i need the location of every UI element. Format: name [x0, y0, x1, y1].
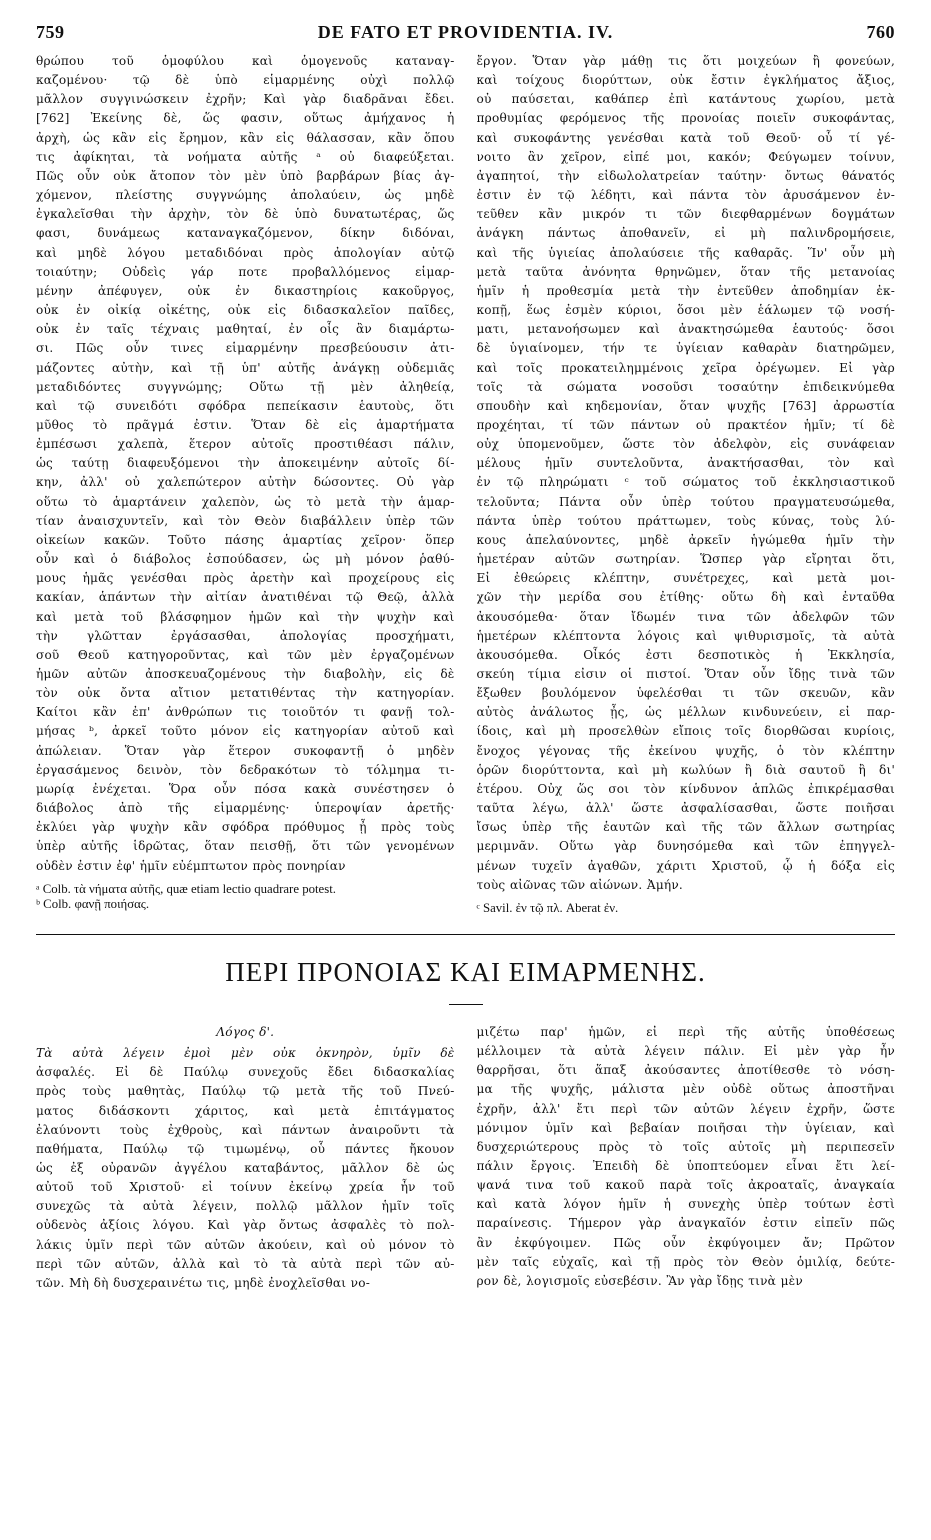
- text-line: ὡς ἐξ οὐρανῶν ἀγγέλου καταβάντος, μᾶλλον δὲ ὡς: [36, 1160, 455, 1175]
- text-line: πάντα ὑπὲρ τούτου πράττωμεν, τοὺς κύνας, τοὺς λύ-: [476, 513, 895, 528]
- text-line: ἀπώλειαν. Ὅταν γὰρ ἕτερον συκοφαντῇ ὁ μηδὲν: [36, 743, 455, 758]
- text-line: ἐλαύνοντι τοὺς ἐχθροὺς, καὶ πάντων ἀναιροῦντι τὰ: [36, 1122, 455, 1137]
- text-line: οὐχ ὑπομενοῦμεν, ὥστε τὸν ἀδελφὸν, εἰς συνάφειαν: [476, 437, 895, 452]
- title-rule: [449, 1004, 483, 1005]
- text-line: ἀκουσόμεθα· ὅταν ἴδωμέν τινα τῶν ἀδελφῶν τῶν: [476, 609, 895, 624]
- text-line: τοιαύτην; Οὐδεὶς γάρ ποτε προβαλλόμενος εἱμαρ-: [36, 264, 455, 279]
- text-line: μάζοντες αὐτὴν, καὶ τῇ ὑπ' αὐτῆς ἀνάγκῃ οὐδεμιᾶς: [36, 360, 455, 375]
- text-line: μῦθος τὸ πρᾶγμά ἐστιν. Ὅταν δὲ εἰς ἁμαρτήματα: [36, 417, 455, 432]
- text-line: ψανά τινα τοῦ κακοῦ παρὰ τοῖς ἀκροαταῖς, ἀναγκαία: [476, 1178, 895, 1193]
- text-line: καὶ τῷ συνειδότι σφόδρα πεπείκασιν ἑαυτοὺς, ὅτι: [36, 398, 455, 413]
- text-line: χόμενον, πλείστης συγγνώμης ἀπολαύειν, ὡς μηδὲ: [36, 188, 455, 203]
- right-column: [477, 52, 896, 916]
- text-line: σι. Πῶς οὖν τινες εἱμαρμένην πρεσβεύουσιν ἀτι-: [36, 341, 455, 356]
- text-line: καὶ μετὰ τοῦ βλάσφημον ἡμῶν καὶ τὴν ψυχὴν καὶ: [36, 609, 455, 624]
- text-line: κακίαν, ἁπάντων τὴν αἰτίαν ἀνατιθέναι τῷ Θεῷ, ἀλλὰ: [36, 590, 455, 605]
- running-header: [36, 22, 895, 48]
- text-line: ρον δὲ, λογισμοῖς εὐσεβέσιν. Ἂν γὰρ ἴδῃς τινὰ μὲν: [476, 1273, 803, 1288]
- text-line: μιζέτω παρ' ἡμῶν, εἰ περὶ τῆς αὐτῆς ὑποθέσεως: [476, 1024, 895, 1039]
- text-line: συνεχῶς τὰ αὐτὰ λέγειν, πολλῷ μᾶλλον ἡμῖν τοῖς: [36, 1199, 455, 1214]
- text-line: τίαν ἀναισχυντεῖν, καὶ τὸν Θεὸν διαβάλλειν ὑπὲρ τῶν: [36, 513, 455, 528]
- text-line: Εἰ ἐθεώρεις κλέπτην, συνέτρεχες, καὶ μετὰ μοι-: [476, 571, 895, 586]
- text-line: αὐτοῦ τοῦ Χριστοῦ· εἰ τοίνυν ἐκείνῳ χρεία ἦν τοῦ: [36, 1180, 455, 1195]
- text-line: οὖν καὶ ὁ διάβολος ἐσπούδασεν, ὡς μὴ μόνον ῥαθύ-: [36, 552, 455, 567]
- text-line: τὴν γλῶτταν ἐργάσασθαι, ἀπολογίας προσχήματι,: [36, 628, 455, 643]
- text-line: Τὰ αὐτὰ λέγειν ἐμοὶ μὲν οὐκ ὀκνηρὸν, ὑμῖν δὲ: [36, 1046, 455, 1061]
- text-line: ἐργασάμενος δεινὸν, τὸν δεδρακότων τὸ τόλμημα τι-: [36, 762, 455, 777]
- text-line: μένων τυχεῖν ἀγαθῶν, χάριτι Χριστοῦ, ᾧ ἡ δόξα εἰς: [476, 858, 895, 873]
- text-line: μετὰ ταῦτα ἀνόνητα θρηνῶμεν, ὅταν τῆς μετανοίας: [476, 264, 895, 279]
- text-line: οὐκ ἐν οἰκίᾳ οἰκέτης, οὐκ εἰς διδασκαλεῖον παῖδες,: [36, 303, 455, 318]
- text-line: μωρίᾳ ἐνέχεται. Ὅρα οὖν πόσα κακὰ συνέστησεν ὁ: [36, 781, 455, 796]
- text-line: ἀρχὴ, ὡς κἂν εἰς ἔρημον, κἂν εἰς θάλασσαν, κἂν ὅπου: [36, 130, 455, 145]
- text-line: προθυμίας φερόμενος τῆς προνοίας ποιεῖν συκοφάντας,: [476, 111, 895, 126]
- text-line: Καίτοι κἂν ἐπ' ἀνθρώπων τις τοιοῦτόν τι φανῇ τολ-: [36, 705, 455, 720]
- text-line: ὡς ταύτῃ διαφευξόμενοι τὴν ἀποκειμένην αὐτοῖς δί-: [36, 456, 455, 471]
- right-column-text: [477, 52, 896, 895]
- text-line: ἐγκαλεῖσθαι τὴν ἀρχὴν, τὸν δὲ ὑπὸ δυνατωτέρας, ὥς: [36, 207, 455, 222]
- homily-heading: Λόγος δ'.: [216, 1024, 275, 1039]
- text-line: τελοῦντα; Πάντα οὖν ὑπὲρ τούτου πραγματευσώμεθα,: [476, 494, 895, 509]
- text-line: ἡμετέρων κλέπτοντα λόγοις καὶ ψιθυρισμοῖς, τὰ αὐτὰ: [476, 628, 895, 643]
- text-line: δυσχεριώτερους πρὸς τὸ τοῖς αὐτοῖς μὴ περιπεσεῖν: [476, 1139, 895, 1154]
- text-line: ταῦτα λέγω, ἀλλ' ὥστε ἀσφαλίσασθαι, ὥστε ποιῆσαι: [476, 801, 895, 816]
- text-line: καὶ μηδὲ λόγου μεταδιδόναι πρὸς ἀπολογίαν αὐτῷ: [36, 245, 455, 260]
- text-line: ἐστιν ἐν τῷ λέδητι, καὶ πάντα τὸν ἀρυσάμενον ἐν-: [476, 188, 895, 203]
- text-line: ἀκουσόμεθα. Οἶκός ἐστι δεσποτικὸς ἡ Ἐκκλησία,: [476, 647, 895, 662]
- text-line: τοῖς τὰ σώματα νοσοῦσι τοσαύτην ἐπιδεικνύμεθα: [476, 379, 895, 394]
- text-line: νοιτο ἂν χεῖρον, εἰπέ μοι, κακόν; Φεύγωμεν τοίνυν,: [476, 149, 895, 164]
- text-line: μένην ἀπέφυγεν, οὐκ ἐν δικαστηρίοις κακοῦργος,: [36, 283, 455, 298]
- text-line: μους ἡμᾶς γενέσθαι πρὸς ἀρετὴν καὶ προχείρους εἰς: [36, 571, 455, 586]
- text-line: ἐν τῷ πληρώματι ᶜ τοῦ σώματος τοῦ ἐκκλησιαστικοῦ: [476, 475, 895, 490]
- text-line: προχέηται, τί τῶν πάντων οὐ πρακτέον ἡμῖν; τί δὲ: [476, 417, 895, 432]
- text-line: ἑτέρου. Οὐχ ὥς σοι τὸν κίνδυνον ἁπλῶς ἐπικρέμασθαι: [476, 781, 895, 796]
- text-line: πάλιν ἔργοις. Ἐπειδὴ δὲ ὑποπτεύομεν εἶναι ἔτι λεί-: [476, 1158, 895, 1173]
- text-line: τοὺς αἰῶνας τῶν αἰώνων. Ἀμήν.: [476, 877, 683, 892]
- right-page-number: 760: [866, 22, 895, 42]
- text-line: ἔξωθεν βουλόμενον ὑφελέσθαι τι τῶν σκευῶν, κἂν: [476, 686, 895, 701]
- text-line: σπουδὴν καὶ κηδεμονίαν, ὅταν ψυχῆς [763] ἀρρωστία: [476, 398, 895, 413]
- section-title: ΠΕΡΙ ΠΡΟΝΟΙΑΣ ΚΑΙ ΕΙΜΑΡΜΕΝΗΣ.: [225, 956, 706, 987]
- text-line: καὶ κατὰ λόγον ἡμῖν ἡ συνεχὴς ὑπὲρ τούτων ἐστὶ: [476, 1197, 895, 1212]
- text-line: οὐ παύσεται, καθάπερ ἐπὶ κατάντους χωρίου, μετὰ: [476, 92, 895, 107]
- text-line: διάβολος ἀπὸ τῆς εἱμαρμένης· ὑπεροψίαν ἀρετῆς·: [36, 801, 455, 816]
- text-line: σοῦ Θεοῦ κατηγοροῦντας, καὶ τῶν μὲν ἐργαζομένων: [36, 647, 455, 662]
- text-line: μήσας ᵇ, ἀρκεῖ τοῦτο μόνον εἰς κατηγορίαν αὐτοῦ καὶ: [36, 724, 455, 739]
- text-line: μόνιμον ὑμῖν καὶ βεβαίαν ποιῆσαι τὴν ὑγίειαν, καὶ: [476, 1120, 895, 1135]
- text-line: ἡμῖν ἡ προθεσμία μετὰ τὴν ἐντεῦθεν ἀποδημίαν ἐκ-: [476, 283, 895, 298]
- text-line: φασι, δυνάμεως καταναγκαζόμενον, δίκην διδόναι,: [36, 226, 455, 241]
- text-line: κην, ἀλλ' οὐ χαλεπώτερον αὐτὴν δώσοντες. Οὐ γὰρ: [36, 475, 455, 490]
- left-footnotes: [36, 882, 455, 912]
- text-line: καζομένου· τῷ δὲ ὑπὸ εἱμαρμένης οὐχὶ πολλῷ: [36, 73, 455, 88]
- text-line: οὕτω τὸ ἁμαρτάνειν χαλεπὸν, ὡς τὸ μετὰ τὴν ἁμαρ-: [36, 494, 455, 509]
- footnote: ᵇ Colb. φανῇ ποιήσας.: [36, 896, 150, 911]
- text-line: μᾶλλον συγγινώσκειν ἐχρῆν; Καὶ γὰρ διαδρᾶναι ἔδει.: [36, 92, 455, 107]
- text-line: ματος διδάσκοντι χάριτος, καὶ μετὰ ἐπιτάγματος: [36, 1103, 455, 1118]
- text-line: τὸν οὐκ ὄντα αἴτιον μετατιθέντας τὴν κατηγορίαν.: [36, 686, 455, 701]
- text-line: ὑπὲρ αὐτῆς ἱδρῶτας, ὅταν πεισθῇ, ὅτι τῶν γενομένων: [36, 839, 455, 854]
- bottom-left-column: [36, 1023, 455, 1293]
- bottom-right-column: [477, 1023, 896, 1293]
- text-line: ἡμετέραν αὐτῶν σωτηρίαν. Ὥσπερ γὰρ εἴρηται ὅτι,: [476, 552, 895, 567]
- text-line: μέλους ἡμῖν συντελοῦντα, ἀνακτήσασθαι, τὸν καὶ: [476, 456, 895, 471]
- text-line: θρώπου τοῦ ὁμοφύλου καὶ ὁμογενοῦς καταναγ-: [36, 54, 455, 68]
- text-line: ἂν ἐκφύγοιμεν. Πῶς οὖν ἐκφύγοιμεν ἄν; Πρῶτον: [476, 1235, 895, 1250]
- text-line: καὶ συκοφάντης γενέσθαι κατὰ τοῦ Θεοῦ· οὗ τί γέ-: [476, 130, 895, 145]
- text-line: τεῦθεν κἂν μικρόν τι τῶν διεφθαρμένων δογμάτων: [476, 207, 895, 222]
- left-column-text: [36, 52, 455, 876]
- text-line: ἀνάγκη πάντως ἀποθανεῖν, εἰ μὴ παλινδρομήσειε,: [476, 226, 895, 241]
- text-line: οὐδὲν ἐστιν ἐφ' ἡμῖν εὐέμπτωτον πρὸς πονηρίαν: [36, 858, 346, 873]
- text-line: μεταδιδόντες συγγνώμης; Οὕτω τῇ μὲν ἀληθείᾳ,: [36, 379, 455, 394]
- text-line: μέλλοιμεν τὰ αὐτὰ λέγειν πάλιν. Εἰ μὲν γὰρ ἦν: [476, 1044, 895, 1059]
- text-line: οὐδενὸς ἀξίοις λόγου. Καὶ γὰρ ὄντως ἀσφαλὲς τὸ πολ-: [36, 1218, 455, 1233]
- text-line: παθήματα, Παύλῳ τῷ τιμωμένῳ, οὗ πάντες ἤκουον: [36, 1141, 455, 1156]
- text-line: ἴσως ὑπὲρ τῆς ἑαυτῶν καὶ τῆς τῶν ἄλλων σωτηρίας: [476, 820, 895, 835]
- text-line: καὶ τῆς ὑγιείας ἀπολαύσειε τῆς καθαρᾶς. Ἵν' οὖν μὴ: [476, 245, 895, 260]
- footnote: ᵃ Colb. τὰ νήματα αὐτῆς, quæ etiam lectio quadrare potest.: [36, 881, 336, 896]
- text-line: ἔργον. Ὅταν γὰρ μάθῃ τις ὅτι μοιχεύων ἢ φονεύων,: [476, 54, 895, 68]
- top-two-column-block: [36, 52, 895, 916]
- text-line: ἔνοχος γέγονας τῆς ἐκείνου ψυχῆς, ὁ τὸν κλέπτην: [476, 743, 895, 758]
- bottom-right-text: [477, 1023, 896, 1291]
- right-footnotes: [477, 901, 896, 916]
- text-line: τῶν. Μὴ δὴ δυσχεραινέτω τις, μηδὲ ἐνοχλεῖσθαι νο-: [36, 1275, 370, 1290]
- text-line: παραίνεσις. Τήμερον γὰρ ἀναγκαῖόν ἐστιν εἰπεῖν πῶς: [476, 1216, 895, 1231]
- text-line: ἐχρῆν, ἀλλ' ἔτι περὶ τῶν αὐτῶν λέγειν ἐχρῆν, ὥστε: [476, 1101, 895, 1116]
- text-line: κους ἀπελαύνοντες, μηδὲ ἀρκεῖν ἡγώμεθα ἡμῖν τὴν: [476, 532, 895, 547]
- left-column: [36, 52, 455, 916]
- text-line: ἡμῶν αὐτῶν ἀποσκευαζομένους τὴν διαβολὴν, εἰς δὲ: [36, 667, 455, 681]
- text-line: λάκις ὑμῖν περὶ τῶν αὐτῶν ἀκούειν, καὶ οὐ μόνον τὸ: [36, 1237, 455, 1252]
- text-line: ὁρῶν διορύττοντα, καὶ μὴ κωλύων ἢ διὰ σαυτοῦ ἢ δι': [476, 762, 895, 777]
- section-divider: [36, 934, 895, 935]
- text-line: ἀσφαλές. Εἰ δὲ Παύλῳ συνεχοῦς ἔδει διδασκαλίας: [36, 1065, 455, 1080]
- running-title: DE FATO ET PROVIDENTIA. IV.: [317, 22, 614, 42]
- text-line: αὐτὸς ἀνάλωτος ᾖς, ὡς μέλλων κινδυνεύειν, εἰ παρ-: [476, 705, 895, 720]
- text-line: [762] Ἐκείνης δὲ, ὥς φασιν, οὕτως ἀμήχανος ἡ: [36, 111, 455, 126]
- text-line: ίδοις, καὶ μὴ προσελθὼν εἴποις τοῖς διορθῶσαι κυρίοις,: [476, 724, 895, 739]
- text-line: δὲ ὑγιαίνομεν, τήν τε ὑγίειαν καθαρὰν διατηρῶμεν,: [476, 341, 895, 356]
- text-line: ἀγαπητοί, τὴν εἰδωλολατρείαν ταύτην· ὄντως θάνατός: [476, 168, 895, 183]
- text-line: μὲν ταῖς εὐχαῖς, καὶ τῇ πρὸς τὸν Θεὸν ὁμιλίᾳ, δεύτε-: [476, 1254, 895, 1269]
- text-line: κοπῇ, ἕως ἐσμὲν κύριοι, ὅσοι μὲν ἑάλωμεν τῷ νοσή-: [476, 303, 895, 318]
- footnote: ᶜ Savil. ἐν τῷ πλ. Aberat ἐν.: [476, 900, 619, 915]
- text-line: σκεύη τίμια εἰσιν οἱ πιστοί. Ὅταν οὖν ἴδῃς τινὰ τῶν: [476, 667, 895, 681]
- left-page-number: 759: [36, 22, 65, 42]
- text-line: ματι, μετανοήσωμεν καὶ ἀνακτησώμεθα ἑαυτούς· ὅσοι: [476, 322, 895, 337]
- text-line: χῶν τὴν μερίδα σου ἐτίθης· οὕτω δὴ καὶ ἐνταῦθα: [476, 590, 895, 605]
- text-line: καὶ τοῖς προκατειλημμένοις χεῖρα ὀρέγωμεν. Εἰ γὰρ: [476, 360, 895, 375]
- text-line: πρὸς τοὺς μαθητὰς, Παύλῳ τῷ μετὰ τῆς τοῦ Πνεύ-: [36, 1084, 455, 1099]
- bottom-two-column-block: [36, 1023, 895, 1293]
- text-line: ἐμπέσωσι χαλεπὰ, ἕτερον αὐτοῖς προστιθέασι πάλιν,: [36, 437, 455, 452]
- text-line: καὶ τοίχους διορύττων, οὐκ ἔστιν ἐγκλήματος ἄξιος,: [476, 73, 895, 88]
- text-line: Πῶς οὖν οὐκ ἄτοπον τὸν μὲν ὑπὸ βαρβάρων βίας ἀγ-: [36, 168, 455, 183]
- text-line: ἐκλύει γὰρ ψυχὴν κἂν σφόδρα πρόθυμος ᾖ πρὸς τοὺς: [36, 820, 455, 835]
- text-line: μα τῆς ψυχῆς, μάλιστα μὲν οὐδὲ οὕτως ἀποστῆναι: [476, 1082, 895, 1097]
- text-line: οὐκ ἐν ταῖς τέχναις μαθηταί, ἐν οἷς ἂν διαμάρτω-: [36, 322, 455, 337]
- text-line: μεριμνᾶν. Οὕτω γὰρ δυνησόμεθα καὶ τῶν ἐπηγγελ-: [476, 839, 895, 854]
- text-line: περὶ τῶν αὐτῶν, ἀλλὰ καὶ τὸ τὰ αὐτὰ περὶ τῶν αὐ-: [36, 1256, 455, 1271]
- text-line: θαρρῆσαι, ὅτι ἅπαξ ἀκούσαντες ἀποτίθεσθε τὸ νόση-: [476, 1063, 895, 1078]
- text-line: οἰκείων κακῶν. Τοῦτο πάσης ἁμαρτίας χεῖρον· ὅπερ: [36, 532, 455, 547]
- bottom-left-text: [36, 1044, 455, 1293]
- text-line: τις ἀφίκηται, τὰ νοήματα αὐτῆς ᵃ οὐ διαφεύξεται.: [36, 149, 455, 164]
